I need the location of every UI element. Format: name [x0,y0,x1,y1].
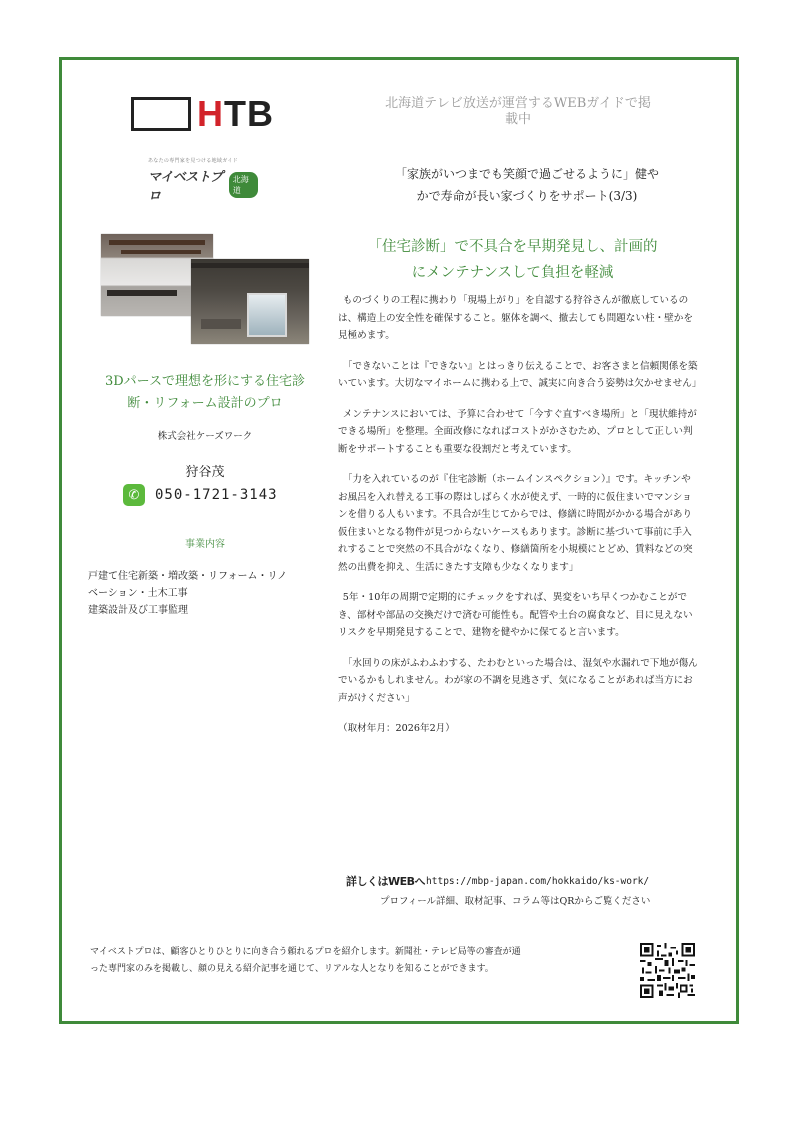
article-paragraph: ものづくりの工程に携わり「現場上がり」を自認する狩谷さんが徹底しているのは、構造上の安全性を確保すること。躯体を調べ、撤去しても問題ない柱・壁かを見極めます。 [338,295,693,341]
htb-logo [131,95,274,133]
article-paragraph: 5年・10年の周期で定期的にチェックをすれば、異変をいち早くつかむことができ、部材や部品の交換だけで済む可能性も。配管や土台の腐食など、目に見えないリスクを早期発見することで、建物を健やかに保てると言います。 [338,592,693,638]
phone-number[interactable]: 050-1721-3143 [155,487,278,503]
article-paragraph: 「水回りの床がふわふわする、たわむといった場合は、湿気や水漏れで下地が傷んでいるかもしれません。わが家の不調を見逃さず、気になることがあれば当方にお声がけください」 [338,657,698,704]
business-line: 戸建て住宅新築・増改築・リフォーム・リノ [88,571,288,582]
business-line: 建築設計及び工事監理 [88,605,188,616]
region-badge: 北海道 [229,172,258,198]
article-paragraph: 「力を入れているのが『住宅診断（ホームインスペクション）』です。キッチンやお風呂を入れ替える工事の際はしばらく水が使えず、一時的に仮住まいでマンションを借りる人もいます。不具合が生じてからでは、修繕に時間がかかる場合があり仮住まいとなる物件が見つからないケースもあります。診断に基づいて事前に手入れすることで突然の不具合がなくなり、修繕箇所を小規模にとどめ、賃料などの突然の出費を抑え、生活にきたす支障も少なくなります」 [338,474,693,573]
footer-text: マイベストプロは、顧客ひとりひとりに向き合う頼れるプロを紹介します。新聞社・テレビ局等の審査が通 った専門家のみを掲載し、顔の見える紹介記事を通じて、リアルな人となりを知ることができます。 [90,947,521,974]
web-note: プロフィール詳細、取材記事、コラム等はQRからご覧ください [380,896,651,907]
business-list [88,568,313,619]
business-heading: 事業内容 [185,539,225,550]
mybestpro-logo [148,158,258,204]
article-title: 「住宅診断」で不具合を早期発見し、計画的 にメンテナンスして負担を軽減 [367,239,658,281]
frame-bottom-rule [59,1021,739,1024]
htb-logo-text: HTB [197,93,274,134]
article-paragraph: メンテナンスにおいては、予算に合わせて「今すぐ直すべき場所」と「現状維持ができる場所」を整理。全面改修になればコストがかさむため、プロとして正しい判断をサポートすることも重要な役割だと考えています。 [338,408,697,455]
phone-row[interactable] [123,484,278,506]
article-subtitle: 「家族がいつまでも笑顔で過ごせるように」健や かで寿命が長い家づくりをサポート(3/3) [394,167,659,203]
qr-code-icon[interactable] [640,943,695,998]
phone-icon: ✆ [123,484,145,506]
web-link-row[interactable] [346,873,649,889]
person-name: 狩谷茂 [185,465,225,480]
tagline: 3Dパースで理想を形にする住宅診 断・リフォーム設計のプロ [104,374,306,411]
article-paragraph: 「できないことは『できない』とはっきり伝えることで、お客さまと信頼関係を築いています。大切なマイホームに携わる上で、誠実に向き合う姿勢は欠かせません」 [338,360,702,389]
company-name: 株式会社ケーズワーク [157,431,253,442]
article-body [338,292,702,751]
mybestpro-logo-small-text: あなたの専門家を見つける地域ガイド [148,158,238,164]
htb-logo-box [131,97,191,131]
web-label: 詳しくはWEBへ [346,875,426,888]
interview-date: （取材年月：2026年2月） [338,723,455,734]
business-line: ベーション・土木工事 [88,588,188,599]
interior-photo-2 [191,259,309,344]
header-note: 北海道テレビ放送が運営するWEBガイドで掲 載中 [385,96,651,127]
web-url-link[interactable]: https://mbp-japan.com/hokkaido/ks-work/ [426,875,650,887]
mybestpro-logo-name: マイベストプロ [148,170,223,204]
